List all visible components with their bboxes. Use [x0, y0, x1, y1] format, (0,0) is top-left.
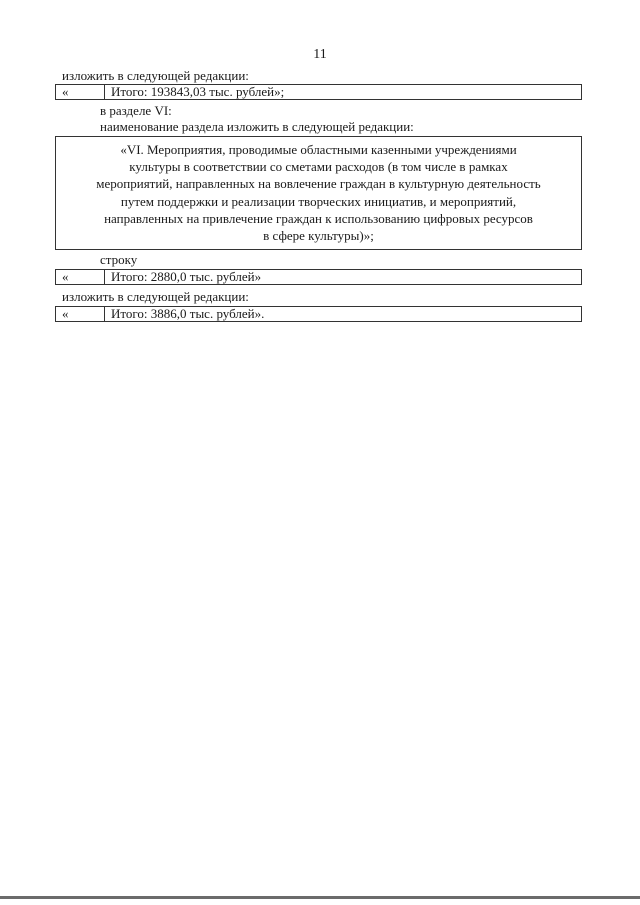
section-title-box: [55, 136, 582, 250]
row-quote-cell: «: [56, 85, 105, 99]
row-quote-cell: «: [56, 307, 105, 321]
row-value-cell: Итого: 2880,0 тыс. рублей»: [111, 269, 262, 284]
bottom-rule: [0, 896, 640, 899]
outro-line: изложить в следующей редакции:: [62, 289, 249, 304]
table-row-total-2: [55, 269, 582, 285]
section-instruction: наименование раздела изложить в следующей редакции:: [100, 119, 414, 134]
row-value-cell: Итого: 193843,03 тыс. рублей»;: [111, 84, 285, 99]
intro-line: изложить в следующей редакции:: [62, 68, 249, 83]
row-value-cell: Итого: 3886,0 тыс. рублей».: [111, 306, 265, 321]
row-quote-cell: «: [56, 270, 105, 284]
string-word: строку: [100, 252, 138, 267]
table-row-total-1: [55, 84, 582, 100]
page-number: 11: [313, 47, 327, 62]
section-reference: в разделе VI:: [100, 103, 172, 118]
section-title-text: «VI. Мероприятия, проводимые областными казенными учреждениями культуры в соответствии со сметами расходов (в том числе в рамках мероприятий, направленных на вовлечение граждан в культурную деятельность путем поддержки и реализации творческих инициатив, и мероприятий, направленных на привлечение граждан к использованию цифровых ресурсов в сфере культуры)»;: [96, 142, 541, 244]
table-row-total-3: [55, 306, 582, 322]
